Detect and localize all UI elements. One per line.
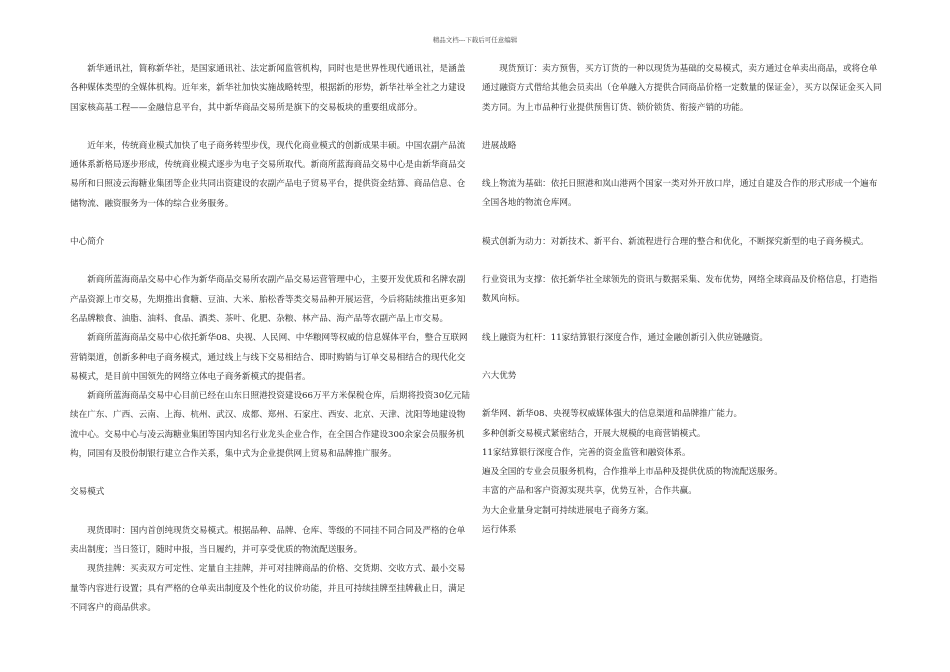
- strategy-item-1: 线上物流为基础：依托日照港和岚山港两个国家一类对外开放口岸，通过自建及合作的形式形成一个遍布全国各地的物流仓库网。: [482, 179, 878, 209]
- advantage-item-3: 11家结算银行深度合作，完善的资金监管和融资体系。: [482, 447, 691, 458]
- section-heading-center: 中心简介: [70, 237, 105, 248]
- intro-paragraph-2: 近年来，传统商业模式加快了电子商务转型步伐，现代化商业模式的创新成果丰硕。中国农副产品流通体系新格局逐步形成，传统商业模式逐步为电子交易所取代。新商所蓝海商品交易中心是由新华商品交易所和日照凌云海糖业集团等企业共同出资建设的农副产品电子贸易平台，提供资金结算、商品信息、仓储物流、融资服务为一体的综合业务服务。: [70, 140, 466, 209]
- center-paragraph-2: 新商所蓝海商品交易中心依托新华08、央视、人民网、中华粮网等权威的信息媒体平台，整合互联网营销渠道，创新多种电子商务模式，通过线上与线下交易相结合、即时购销与订单交易相结合的现代化交易模式，是目前中国领先的网络立体电子商务新模式的提倡者。: [70, 333, 468, 382]
- trade-mode-listing: 现货挂牌：买卖双方可定性、定量自主挂牌，并可对挂牌商品的价格、交货期、交收方式、最小交易量等内容进行设置；具有严格的仓单卖出制度及个性化的议价功能，并且可持续挂牌至挂牌截止日，满足不同客户的商品供求。: [70, 564, 466, 613]
- section-heading-advantages: 六大优势: [482, 370, 517, 381]
- strategy-item-4: 线上融资为杠杆：11家结算银行深度合作，通过金融创新引入供应链融资。: [482, 332, 768, 343]
- page-header: 精品文档---下载后可任意编辑: [432, 36, 518, 44]
- advantage-item-1: 新华网、新华08、央视等权威媒体强大的信息渠道和品牌推广能力。: [482, 409, 743, 420]
- advantage-item-6: 为大企业量身定制可持续进展电子商务方案。: [482, 505, 654, 516]
- center-paragraph-1: 新商所蓝海商品交易中心作为新华商品交易所农副产品交易运营管理中心，主要开发优质和名牌农副产品资源上市交易，先期推出食糖、豆油、大米、胎松香等类交易品种开展运营，今后将陆续推出更多知名品牌粮食、油脂、油料、食品、酒类、茶叶、化肥、杂粮、林产品、海产品等农副产品上市交易。: [70, 275, 466, 324]
- trade-mode-spot: 现货即时：国内首创纯现货交易模式。根据品种、品牌、仓库、等级的不同挂不同合同及严格的仓单卖出制度；当日签订，随时申报，当日履约，并可享受优质的物流配送服务。: [70, 525, 466, 555]
- strategy-item-3: 行业资讯为支撑：依托新华社全球领先的资讯与数据采集、发布优势，网络全球商品及价格信息，打造指数风向标。: [482, 275, 878, 305]
- center-paragraph-3: 新商所蓝海商品交易中心目前已经在山东日照港投资建设66万平方米保税仓库，后期将投资30亿元陆续在广东、广西、云南、上海、杭州、武汉、成都、郑州、石家庄、西安、北京、天津、沈阳等地建设物流中心。交易中心与凌云海糖业集团等国内知名行业龙头企业合作，在全国合作建设300余家会员服务机构，同国有及股份制银行建立合作关系，集中式为企业提供网上贸易和品牌推广服务。: [70, 391, 470, 460]
- intro-paragraph-1: 新华通讯社，简称新华社，是国家通讯社、法定新闻监管机构，同时也是世界性现代通讯社，是涵盖各种媒体类型的全媒体机构。近年来，新华社加快实施战略转型，根据新的形势，新华社举全社之力建设国家核高基工程——金融信息平台，其中新华商品交易所是旗下的交易板块的重要组成部分。: [70, 64, 466, 113]
- left-column: [70, 60, 470, 618]
- strategy-item-2: 模式创新为动力：对新技术、新平台、新流程进行合理的整合和优化，不断探究新型的电子商务模式。: [482, 236, 869, 247]
- trade-mode-presale: 现货预订：卖方预售，买方订货的一种以现货为基础的交易模式，卖方通过仓单卖出商品，或将仓单通过融资方式借给其他会员卖出（仓单融入方提供合同商品价格一定数量的保证金），买方以保证金买入同类方同。为上市品种行业提供预售订货、锁价锁货、衔接产销的功能。: [482, 64, 882, 113]
- section-heading-strategy: 进展战略: [482, 140, 517, 151]
- section-heading-operation-system: 运行体系: [482, 525, 517, 536]
- advantage-item-5: 丰富的产品和客户资源实现共享，优势互补，合作共赢。: [482, 486, 697, 497]
- advantage-item-4: 遍及全国的专业会员服务机构，合作推举上市品种及提供优质的物流配送服务。: [482, 467, 783, 478]
- right-column: [482, 60, 882, 540]
- advantage-item-2: 多种创新交易模式紧密结合，开展大规模的电商营销模式。: [482, 428, 706, 439]
- section-heading-trade-mode: 交易模式: [70, 487, 105, 498]
